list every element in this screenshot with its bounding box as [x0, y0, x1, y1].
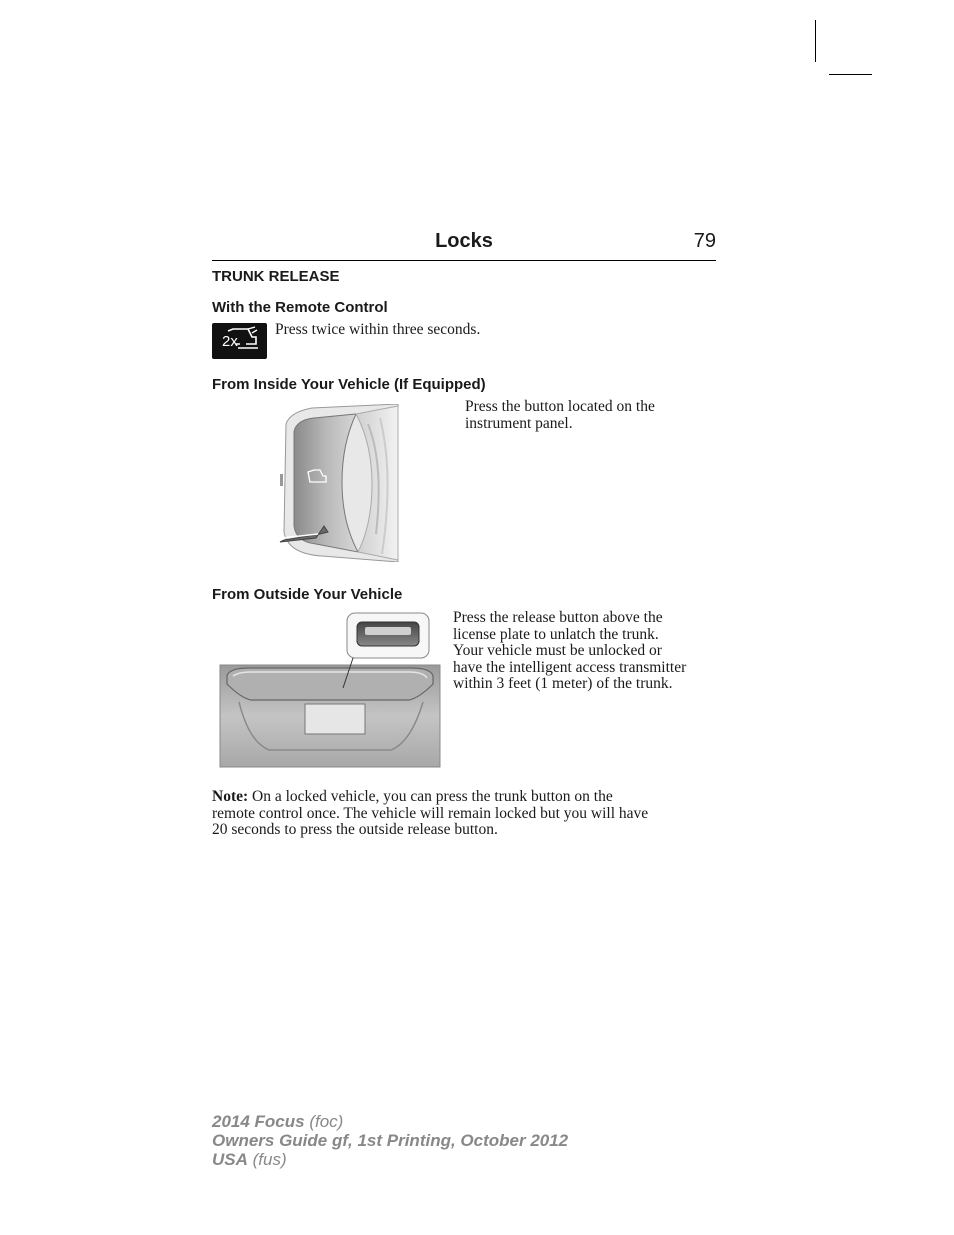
footer-region: USA: [212, 1150, 248, 1169]
trunk-exterior-illustration: [219, 612, 441, 773]
instrument-panel-illustration: [272, 404, 402, 567]
footer-model-code: (foc): [309, 1112, 344, 1131]
note-line-1: On a locked vehicle, you can press the trunk button on the: [248, 788, 613, 805]
footer-model: 2014 Focus: [212, 1112, 305, 1131]
remote-heading: With the Remote Control: [212, 299, 388, 316]
outside-text: Press the release button above the license plate to unlatch the trunk. Your vehicle must be unlocked or have the intelligent access transmitter within 3 feet (1 meter) of the trunk.: [453, 609, 687, 692]
icon-label: 2x: [222, 333, 238, 350]
section-title: TRUNK RELEASE: [212, 268, 340, 285]
note-label: Note:: [212, 788, 249, 805]
page-number: 79: [693, 230, 716, 252]
note: [212, 789, 648, 839]
note-line-2: remote control once. The vehicle will remain locked but you will have: [212, 804, 649, 822]
page-title: Locks: [435, 230, 493, 252]
crop-mark-horizontal: [829, 74, 872, 75]
footer-guide: Owners Guide gf, 1st Printing, October 2012: [212, 1131, 569, 1150]
footer-region-code: (fus): [252, 1150, 287, 1169]
inside-heading: From Inside Your Vehicle (If Equipped): [212, 376, 486, 393]
page-footer: [212, 1112, 568, 1169]
trunk-release-2x-icon: [212, 323, 267, 359]
page-header: [212, 230, 716, 261]
remote-text: Press twice within three seconds.: [275, 321, 481, 338]
note-line-3: 20 seconds to press the outside release button.: [212, 821, 498, 838]
inside-text: Press the button located on the instrument panel.: [465, 398, 655, 432]
outside-heading: From Outside Your Vehicle: [212, 586, 403, 603]
crop-mark-vertical: [815, 20, 816, 62]
